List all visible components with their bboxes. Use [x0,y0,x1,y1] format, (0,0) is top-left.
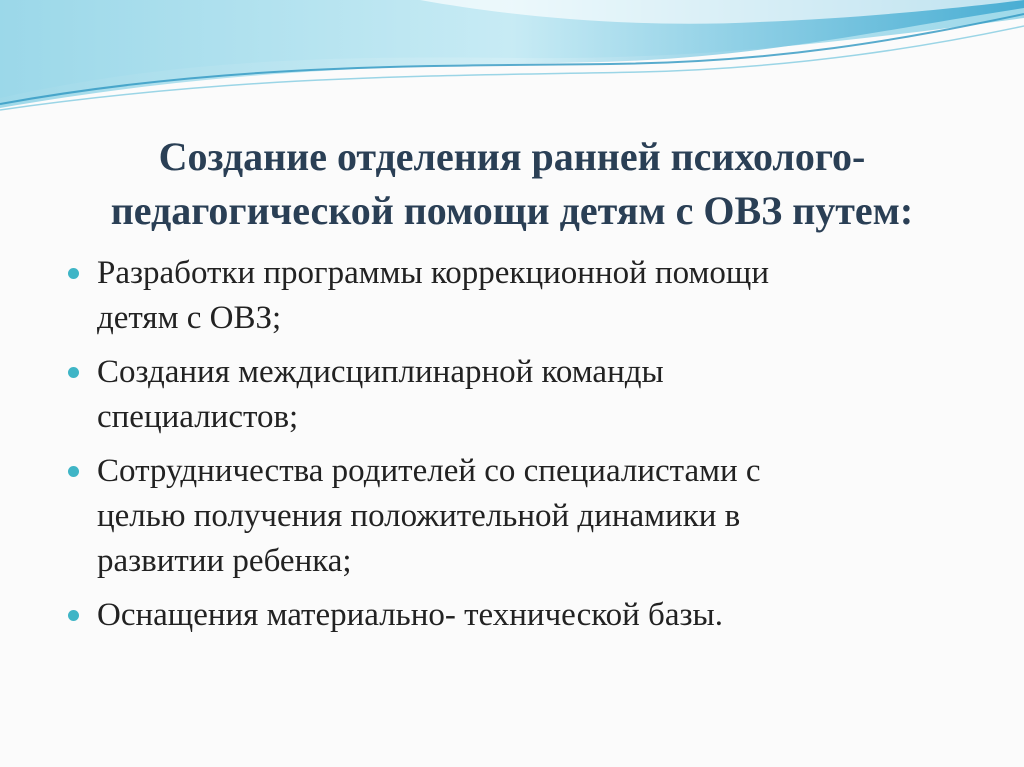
bullet-item [68,350,968,440]
bullet-dot-icon [68,367,79,378]
wave-header-decoration [0,0,1024,130]
bullet-line: Разработки программы коррекционной помощи [97,255,770,291]
bullet-dot-icon [68,610,79,621]
slide-title [40,130,984,238]
title-line: Создание отделения ранней психолого- [158,134,866,179]
bullet-item [68,251,968,341]
bullet-item [68,449,968,584]
bullet-line: Сотрудничества родителей со специалистами с [97,453,761,489]
bullet-dot-icon [68,268,79,279]
bullet-line: Оснащения материально- технической базы. [97,597,723,633]
bullet-item [68,593,968,638]
bullet-list [68,251,968,647]
bullet-line: детям с ОВЗ; [97,300,282,336]
bullet-line: специалистов; [97,399,299,435]
title-line: педагогической помощи детям с ОВЗ путем: [110,188,914,233]
bullet-line: Создания междисциплинарной команды [97,354,664,390]
bullet-dot-icon [68,466,79,477]
bullet-line: целью получения положительной динамики в [97,498,741,534]
bullet-line: развитии ребенка; [97,543,352,579]
